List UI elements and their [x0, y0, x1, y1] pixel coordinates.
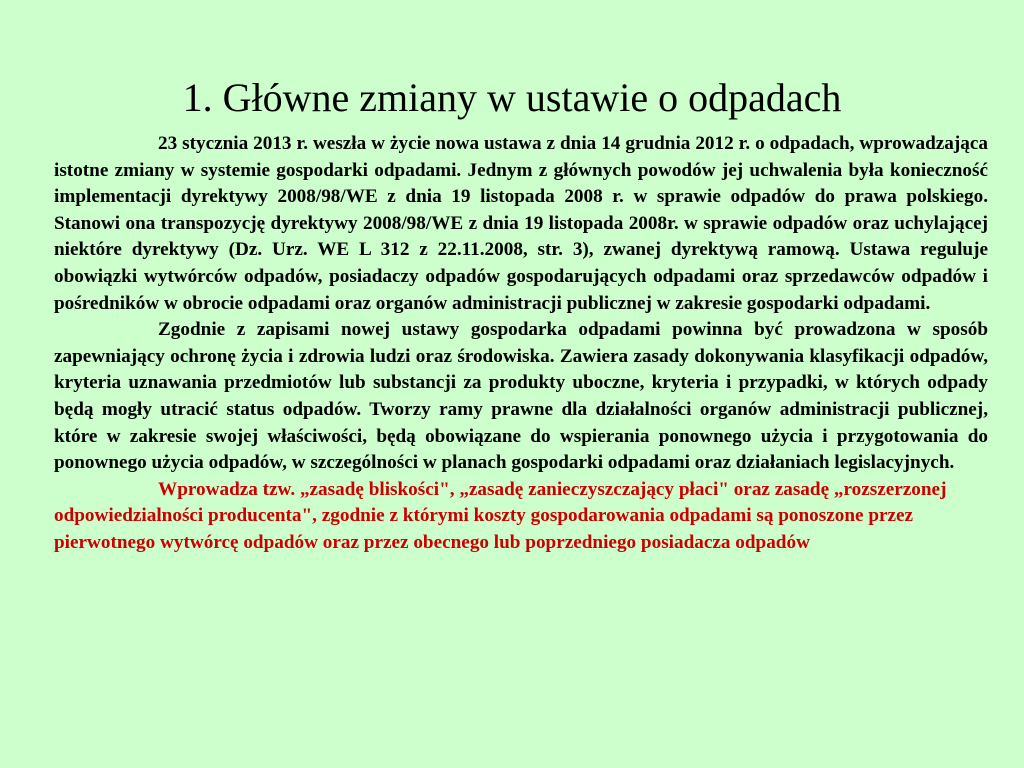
paragraph-highlighted: Wprowadza tzw. „zasadę bliskości", „zasadę zanieczyszczający płaci" oraz zasadę „rozszerzonej odpowiedzialności producenta", zgodnie z którymi koszty gospodarowania odpadami są ponoszone przez pierwotnego wytwórcę odpadów oraz przez obecnego lub poprzedniego posiadacza odpadów [54, 478, 947, 553]
paragraph-principles: Zgodnie z zapisami nowej ustawy gospodarka odpadami powinna być prowadzona w sposób zapewniający ochronę życia i zdrowia ludzi oraz środowiska. Zawiera zasady dokonywania klasyfikacji odpadów, kryteria uznawania przedmiotów lub substancji za produkty uboczne, kryteria i przypadki, w których odpady będą mogły utracić status odpadów. Tworzy ramy prawne dla działalności organów administracji publicznej, które w zakresie swojej właściwości, będą obowiązane do wspierania ponownego użycia i przygotowania do ponownego użycia odpadów, w szczególności w planach gospodarki odpadami oraz działaniach legislacyjnych. [54, 319, 988, 474]
slide-title: 1. Główne zmiany w ustawie o odpadach [182, 75, 842, 120]
paragraph-intro: 23 stycznia 2013 r. weszła w życie nowa ustawa z dnia 14 grudnia 2012 r. o odpadach, wprowadzająca istotne zmiany w systemie gospodarki odpadami. Jednym z głównych powodów jej uchwalenia była konieczność implementacji dyrektywy 2008/98/WE z dnia 19 listopada 2008 r. w sprawie odpadów do prawa polskiego. Stanowi ona transpozycję dyrektywy 2008/98/WE z dnia 19 listopada 2008r. w sprawie odpadów oraz uchylającej niektóre dyrektywy (Dz. Urz. WE L 312 z 22.11.2008, str. 3), zwanej dyrektywą ramową. Ustawa reguluje obowiązki wytwórców odpadów, posiadaczy odpadów gospodarujących odpadami oraz sprzedawców odpadów i pośredników w obrocie odpadami oraz organów administracji publicznej w zakresie gospodarki odpadami. [54, 133, 988, 314]
slide-body [54, 131, 988, 557]
